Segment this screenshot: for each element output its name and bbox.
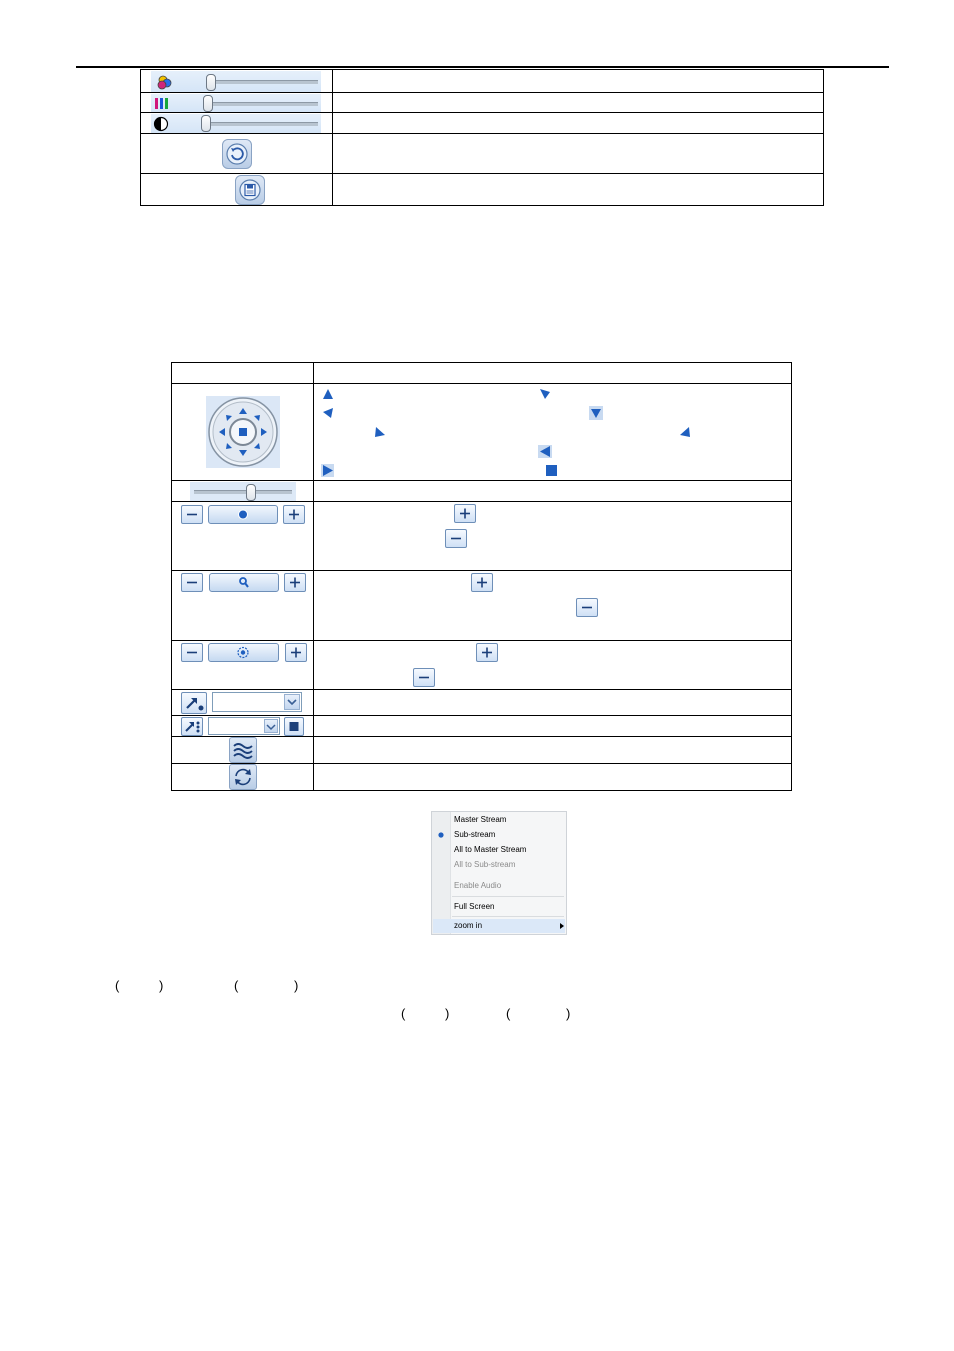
focus-minus-button[interactable] [181, 505, 203, 524]
menu-item-sub-stream[interactable]: Sub-stream [454, 830, 496, 839]
hue-thumb[interactable] [203, 95, 213, 112]
iris-plus-button[interactable] [285, 643, 307, 662]
color-saturation-icon [157, 74, 173, 90]
paren-open: ( [506, 1006, 511, 1021]
focus-icon [209, 506, 277, 523]
save-cell [141, 174, 333, 206]
menu-item-enable-audio: Enable Audio [454, 881, 502, 890]
plus-icon [284, 506, 304, 523]
down-arrow-icon [589, 406, 603, 420]
focus-plus-inline [454, 504, 476, 523]
menu-item-zoom-in[interactable] [433, 919, 565, 933]
hue-slider[interactable] [151, 94, 321, 112]
iris-description [314, 641, 792, 690]
iris-plus-inline [476, 643, 498, 662]
plus-icon [472, 574, 492, 591]
zoom-icon [210, 574, 278, 591]
ptz-header-left [172, 363, 314, 384]
ptz-header-right [314, 363, 792, 384]
speed-slider[interactable] [190, 482, 296, 501]
preset-stop-button[interactable] [284, 717, 304, 736]
down-left-arrow-icon [374, 426, 386, 438]
focus-description [314, 502, 792, 571]
left-triangle-icon [538, 445, 552, 458]
zoom-bar [209, 573, 279, 592]
auto-scan-button[interactable] [229, 764, 257, 790]
saturation-description [333, 70, 824, 93]
plus-icon [286, 644, 306, 661]
paren-close: ) [566, 1006, 571, 1021]
direction-description [314, 384, 792, 481]
iris-minus-inline [413, 668, 435, 687]
speed-cell [172, 481, 314, 502]
menu-item-zoom-in-label: zoom in [454, 921, 483, 930]
menu-item-all-to-master[interactable]: All to Master Stream [454, 845, 527, 854]
default-description [333, 134, 824, 174]
minus-icon [577, 599, 597, 616]
video-context-menu [431, 811, 567, 935]
iris-minus-button[interactable] [181, 643, 203, 662]
preset-call-icon [182, 718, 202, 735]
chevron-down-icon [264, 719, 278, 733]
paren-open: ( [115, 978, 120, 993]
zoom-plus-button[interactable] [284, 573, 306, 592]
preset-set-icon [182, 693, 206, 713]
ptz-direction-wheel[interactable] [206, 396, 280, 468]
ptz-stop-center[interactable] [239, 428, 247, 436]
preset-call-select[interactable] [208, 717, 280, 735]
submenu-arrow-icon [560, 923, 565, 929]
preset-call-description [314, 716, 792, 737]
iris-bar [208, 643, 279, 662]
minus-icon [182, 644, 202, 661]
paren-close: ) [159, 978, 164, 993]
contrast-cell [141, 113, 333, 134]
auto-scan-cell [172, 764, 314, 791]
hue-description [333, 93, 824, 113]
saturation-slider[interactable] [151, 71, 321, 92]
preset-set-description [314, 690, 792, 716]
contrast-icon [153, 116, 169, 132]
plus-icon [477, 644, 497, 661]
minus-icon [182, 574, 202, 591]
menu-separator [452, 896, 564, 897]
radio-selected-icon [437, 831, 445, 839]
saturation-thumb[interactable] [206, 74, 216, 91]
speed-description [314, 481, 792, 502]
default-button[interactable] [222, 139, 252, 169]
save-button[interactable] [235, 175, 265, 205]
chevron-down-icon [284, 694, 300, 710]
minus-icon [182, 506, 202, 523]
auto-scan-icon [230, 765, 256, 789]
paren-open: ( [401, 1006, 406, 1021]
iris-cell [172, 641, 314, 690]
menu-item-master-stream[interactable]: Master Stream [454, 815, 507, 824]
speed-thumb[interactable] [246, 484, 256, 501]
up-arrow-icon [322, 388, 334, 400]
wiper-button[interactable] [229, 737, 257, 763]
wiper-description [314, 737, 792, 764]
ptz-controls-table [171, 362, 792, 791]
hue-cell [141, 93, 333, 113]
menu-separator [452, 916, 564, 917]
zoom-minus-inline [576, 598, 598, 617]
minus-icon [446, 530, 466, 547]
stop-icon [545, 464, 558, 477]
preset-set-select[interactable] [212, 692, 302, 712]
contrast-slider[interactable] [151, 114, 321, 133]
paren-close: ) [445, 1006, 450, 1021]
wiper-cell [172, 737, 314, 764]
auto-scan-description [314, 764, 792, 791]
header-rule [76, 66, 889, 68]
preset-set-button[interactable] [181, 692, 207, 714]
contrast-thumb[interactable] [201, 115, 211, 132]
right-arrow-icon [321, 464, 334, 477]
menu-item-all-to-sub: All to Sub-stream [454, 860, 516, 869]
minus-icon [414, 669, 434, 686]
iris-icon [209, 644, 278, 661]
save-description [333, 174, 824, 206]
wiper-icon [230, 738, 256, 762]
zoom-minus-button[interactable] [181, 573, 203, 592]
direction-cell [172, 384, 314, 481]
color-bars-icon [154, 96, 170, 110]
paren-open: ( [234, 978, 239, 993]
save-icon [236, 176, 264, 204]
menu-item-full-screen[interactable]: Full Screen [454, 902, 495, 911]
contrast-description [333, 113, 824, 134]
default-cell [141, 134, 333, 174]
saturation-cell [141, 70, 333, 93]
preset-call-button[interactable] [181, 717, 203, 736]
focus-cell [172, 502, 314, 571]
refresh-default-icon [223, 140, 251, 168]
zoom-plus-inline [471, 573, 493, 592]
preset-set-cell [172, 690, 314, 716]
down-right-arrow-icon [539, 388, 551, 400]
left-arrow-icon [322, 407, 334, 419]
focus-minus-inline [445, 529, 467, 548]
zoom-description [314, 571, 792, 641]
plus-icon [455, 505, 475, 522]
focus-plus-button[interactable] [283, 505, 305, 524]
focus-bar [208, 505, 278, 524]
stop-icon [285, 718, 303, 735]
image-settings-table [140, 69, 824, 206]
plus-icon [285, 574, 305, 591]
paren-close: ) [294, 978, 299, 993]
up-right-arrow-icon [679, 426, 691, 438]
preset-call-cell [172, 716, 314, 737]
zoom-cell [172, 571, 314, 641]
